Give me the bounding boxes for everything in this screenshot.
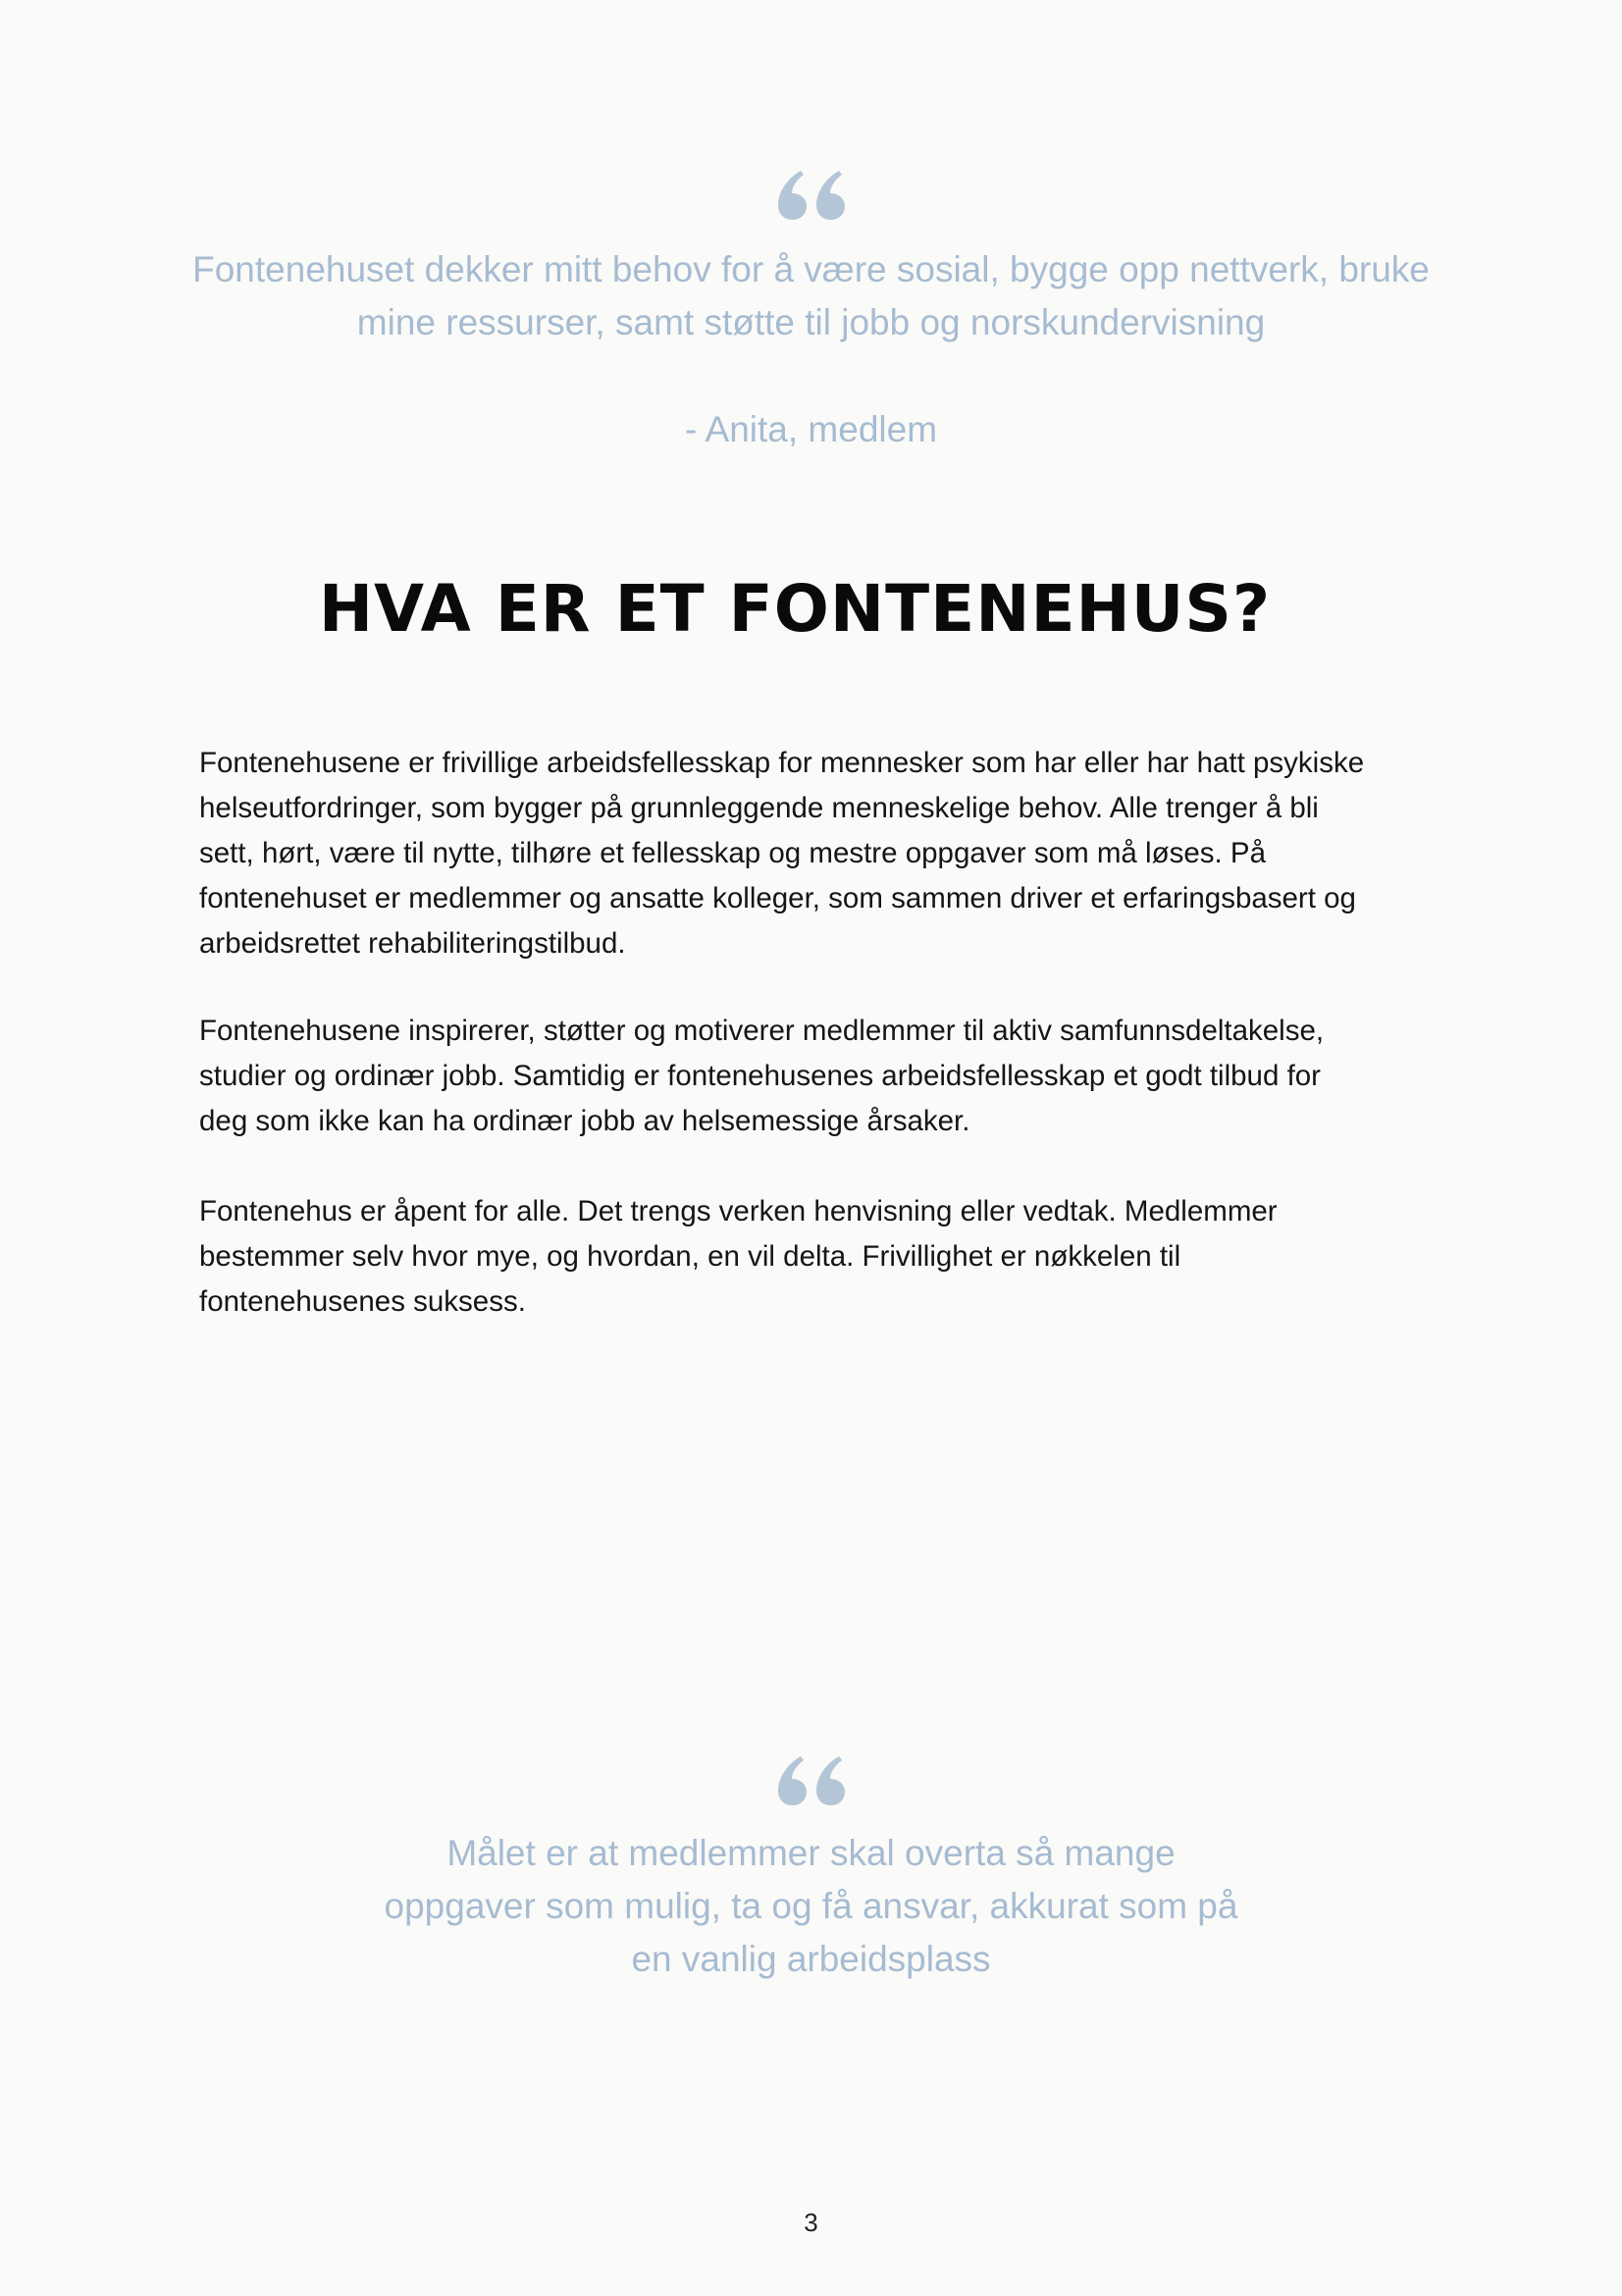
body-paragraph — [199, 1009, 1436, 1144]
quote-line: oppgaver som mulig, ta og få ansvar, akkurat som på — [384, 1886, 1238, 1926]
paragraph-line: deg som ikke kan ha ordinær jobb av helsemessige årsaker. — [199, 1105, 970, 1137]
quote-icon — [0, 1754, 1622, 1805]
quote-line: en vanlig arbeidsplass — [631, 1939, 991, 1979]
paragraph-line: helseutfordringer, som bygger på grunnleggende menneskelige behov. Alle trenger å bli — [199, 792, 1319, 824]
quote-attribution: - Anita, medlem — [684, 409, 938, 449]
pull-quote — [0, 1827, 1622, 1986]
body-paragraph — [199, 741, 1436, 966]
paragraph-line: Fontenehus er åpent for alle. Det trengs verken henvisning eller vedtak. Medlemmer — [199, 1195, 1278, 1227]
paragraph-line: Fontenehusene er frivillige arbeidsfellesskap for mennesker som har eller har hatt psykiske — [199, 747, 1365, 779]
quote-line: mine ressurser, samt støtte til jobb og norskundervisning — [356, 302, 1266, 342]
paragraph-line: fontenehuset er medlemmer og ansatte kolleger, som sammen driver et erfaringsbasert og — [199, 882, 1356, 914]
paragraph-line: bestemmer selv hvor mye, og hvordan, en vil delta. Frivillighet er nøkkelen til — [199, 1240, 1181, 1273]
page-title: HVA ER ET FONTENEHUS? — [318, 571, 1272, 647]
paragraph-line: sett, hørt, være til nytte, tilhøre et fellesskap og mestre oppgaver som må løses. På — [199, 837, 1266, 869]
testimonial-quote — [0, 243, 1622, 349]
paragraph-line: arbeidsrettet rehabiliteringstilbud. — [199, 927, 626, 960]
paragraph-line: Fontenehusene inspirerer, støtter og motiverer medlemmer til aktiv samfunnsdeltakelse, — [199, 1015, 1325, 1047]
paragraph-line: fontenehusenes suksess. — [199, 1285, 526, 1318]
quote-icon — [0, 169, 1622, 220]
quote-line: Målet er at medlemmer skal overta så mange — [446, 1833, 1176, 1873]
quote-line: Fontenehuset dekker mitt behov for å være sosial, bygge opp nettverk, bruke — [192, 249, 1430, 289]
page-number: 3 — [804, 2208, 818, 2237]
body-paragraph — [199, 1189, 1436, 1325]
paragraph-line: studier og ordinær jobb. Samtidig er fontenehusenes arbeidsfellesskap et godt tilbud for — [199, 1060, 1321, 1092]
